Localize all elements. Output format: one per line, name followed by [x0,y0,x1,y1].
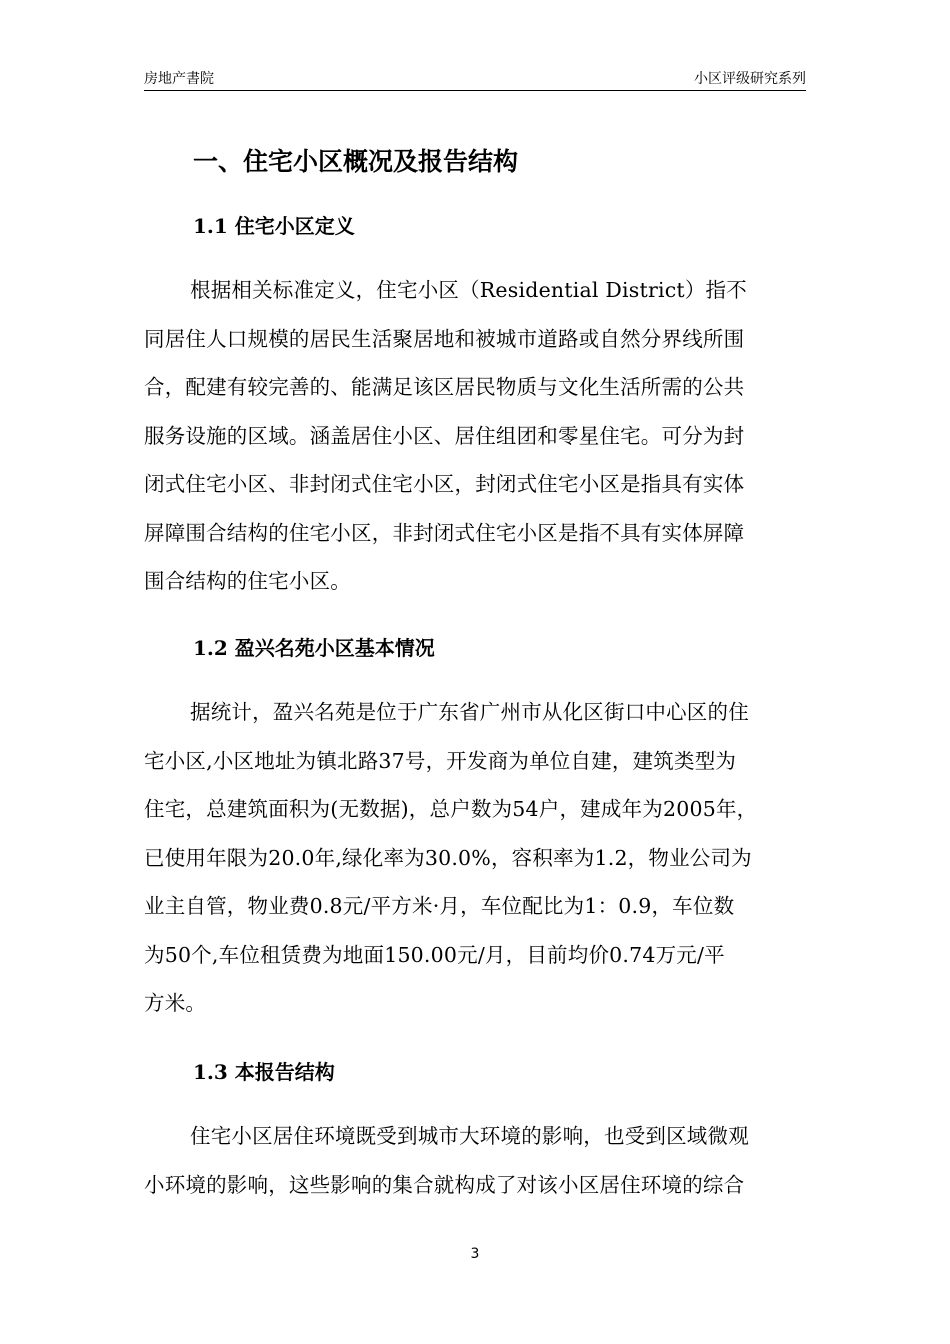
section-1-2-heading: 1.2 盈兴名苑小区基本情况 [193,636,435,660]
paragraph-line: 小环境的影响，这些影响的集合就构成了对该小区居住环境的综合 [144,1172,745,1197]
page-header [144,66,806,91]
paragraph-line: 围合结构的住宅小区。 [144,569,351,593]
paragraph-line: 据统计，盈兴名苑是位于广东省广州市从化区街口中心区的住 [190,700,749,724]
section-1-1-heading: 1.1 住宅小区定义 [193,214,355,238]
header-right-text: 小区评级研究系列 [694,71,806,87]
header-left-text: 房地产書院 [144,71,214,87]
page-number: 3 [470,1246,480,1262]
paragraph-line: 方米。 [144,991,207,1015]
paragraph-line: 住宅，总建筑面积为(无数据)，总户数为54户，建成年为2005年， [144,797,758,821]
chapter-heading: 一、住宅小区概况及报告结构 [193,147,519,176]
paragraph-line: 闭式住宅小区、非封闭式住宅小区，封闭式住宅小区是指具有实体 [144,472,745,496]
section-1-2-paragraph [144,688,812,1028]
paragraph-line: 为50个,车位租赁费为地面150.00元/月，目前均价0.74万元/平 [144,942,725,967]
paragraph-line: 已使用年限为20.0年,绿化率为30.0%，容积率为1.2，物业公司为 [144,845,752,870]
section-1-3-paragraph [144,1112,812,1209]
section-1-3-heading: 1.3 本报告结构 [193,1060,335,1084]
paragraph-line: 宅小区,小区地址为镇北路37号，开发商为单位自建，建筑类型为 [144,748,737,773]
section-1-1-paragraph [144,266,812,606]
paragraph-line: 屏障围合结构的住宅小区，非封闭式住宅小区是指不具有实体屏障 [144,520,745,545]
paragraph-line: 同居住人口规模的居民生活聚居地和被城市道路或自然分界线所围 [144,326,745,351]
paragraph-line: 合，配建有较完善的、能满足该区居民物质与文化生活所需的公共 [144,375,745,399]
paragraph-line: 住宅小区居住环境既受到城市大环境的影响，也受到区域微观 [190,1124,749,1148]
paragraph-line: 根据相关标准定义，住宅小区（Residential District）指不 [190,278,747,302]
paragraph-line: 业主自管，物业费0.8元/平方米·月，车位配比为1：0.9，车位数 [144,894,735,918]
paragraph-line: 服务设施的区域。涵盖居住小区、居住组团和零星住宅。可分为封 [144,423,745,448]
